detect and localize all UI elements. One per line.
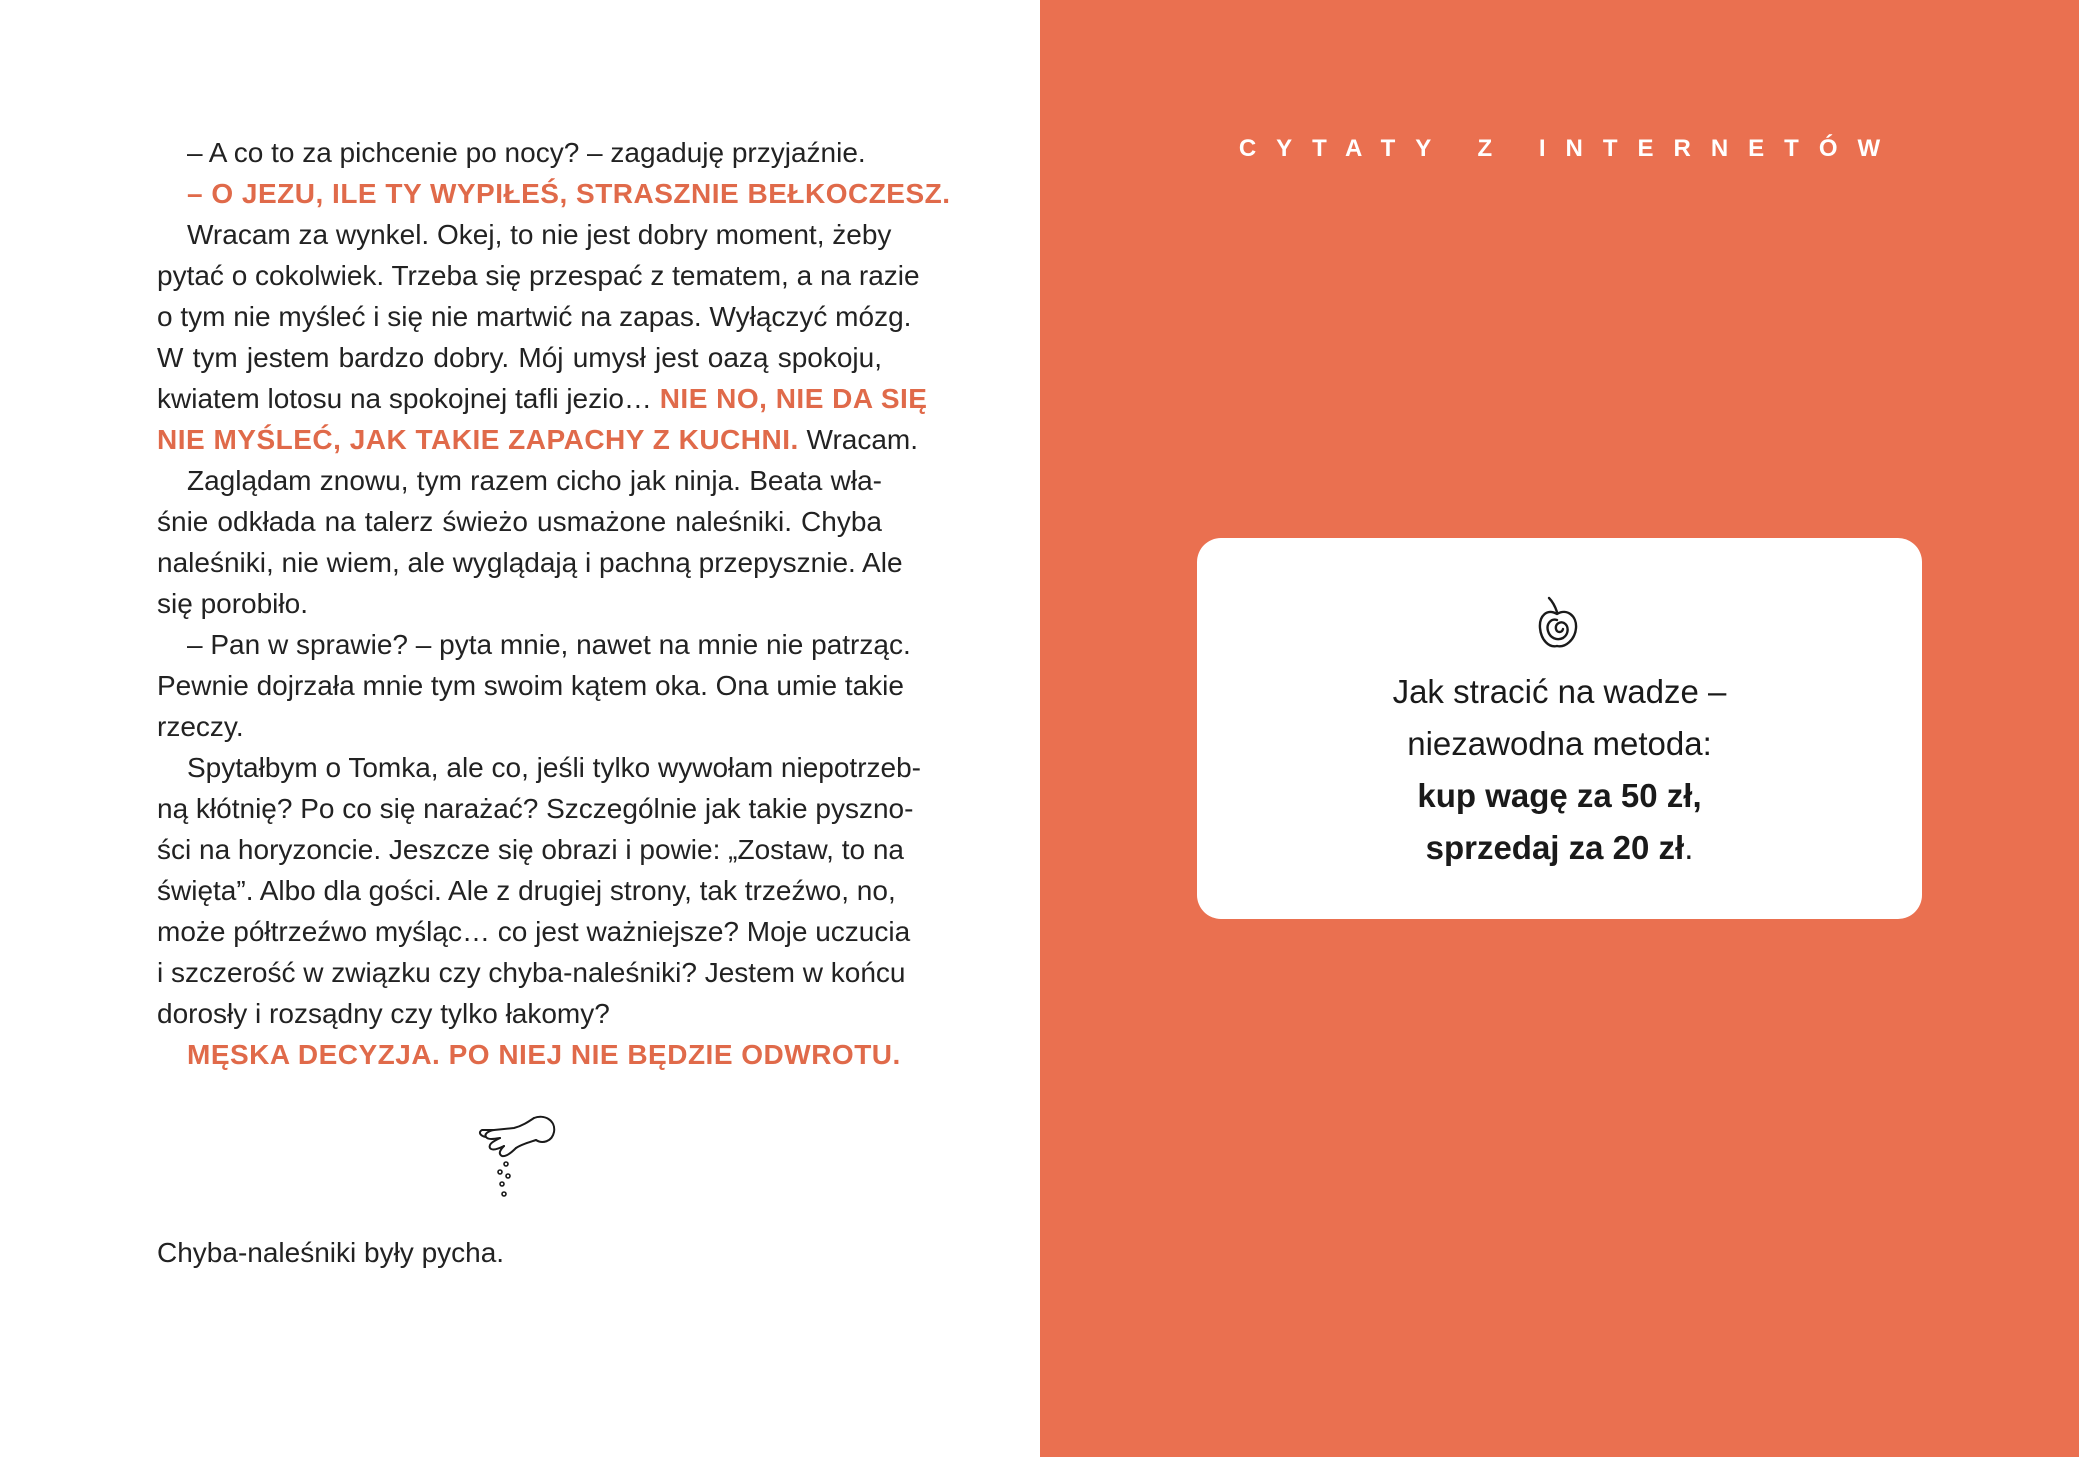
quote-punchline: kup wagę za 50 zł, xyxy=(1417,777,1702,814)
text-line: Zaglądam znowu, tym razem cicho jak ninja. Beata wła- xyxy=(187,465,882,496)
quote-text xyxy=(1197,666,1922,874)
quote-punchline-line xyxy=(1197,822,1922,874)
text-line: ną kłótnię? Po co się narażać? Szczególnie jak takie pyszno- xyxy=(157,793,914,824)
closing-line: Chyba-naleśniki były pycha. xyxy=(157,1237,505,1268)
accent-text: O JEZU, ILE TY WYPIŁEŚ, STRASZNIE BEŁKOCZESZ. xyxy=(211,178,951,209)
hand-sprinkling-icon xyxy=(474,1104,564,1204)
text-line: Pewnie dojrzała mnie tym swoim kątem oka. Ona umie takie xyxy=(157,670,904,701)
text-line: ści na horyzoncie. Jeszcze się obrazi i powie: „Zostaw, to na xyxy=(157,834,905,865)
quote-line: niezawodna metoda: xyxy=(1407,725,1712,762)
text-span: Wracam. xyxy=(798,424,919,455)
text-line xyxy=(157,1034,901,1075)
accent-text: NIE MYŚLEĆ, JAK TAKIE ZAPACHY Z KUCHNI. xyxy=(157,424,799,455)
text-line: święta”. Albo dla gości. Ale z drugiej strony, tak trzeźwo, no, xyxy=(157,875,896,906)
accent-text: NIE NO, NIE DA SIĘ xyxy=(659,383,928,414)
text-line: o tym nie myśleć i się nie martwić na zapas. Wyłączyć mózg. xyxy=(157,301,912,332)
quote-period: . xyxy=(1684,829,1694,866)
text-line: i szczerość w związku czy chyba-naleśniki? Jestem w końcu xyxy=(157,957,906,988)
text-line: się porobiło. xyxy=(157,588,308,619)
text-line: naleśniki, nie wiem, ale wyglądają i pachną przepysznie. Ale xyxy=(157,547,903,578)
apple-icon xyxy=(1535,596,1581,652)
text-line: – A co to za pichcenie po nocy? – zagaduję przyjaźnie. xyxy=(187,137,866,168)
story-text xyxy=(157,132,951,1075)
text-line: rzeczy. xyxy=(157,711,244,742)
text-line: – Pan w sprawie? – pyta mnie, nawet na mnie nie patrząc. xyxy=(187,629,911,660)
text-span: kwiatem lotosu na spokojnej tafli jezio… xyxy=(157,383,660,414)
quote-punchline: sprzedaj za 20 zł xyxy=(1425,829,1685,866)
section-title: CYTATY Z INTERNETÓW xyxy=(1238,135,1901,162)
text-line xyxy=(157,378,928,419)
text-line: W tym jestem bardzo dobry. Mój umysł jest oazą spokoju, xyxy=(157,342,882,373)
quote-card xyxy=(1197,538,1922,919)
text-line: Wracam za wynkel. Okej, to nie jest dobry moment, żeby xyxy=(187,219,892,250)
text-line: może półtrzeźwo myśląc… co jest ważniejsze? Moje uczucia xyxy=(157,916,911,947)
text-line: Spytałbym o Tomka, ale co, jeśli tylko wywołam niepotrzeb- xyxy=(187,752,922,783)
text-line xyxy=(157,419,919,460)
quote-line: Jak stracić na wadze – xyxy=(1392,673,1727,710)
text-line: dorosły i rozsądny czy tylko łakomy? xyxy=(157,998,610,1029)
text-line: śnie odkłada na talerz świeżo usmażone naleśniki. Chyba xyxy=(157,506,882,537)
text-line: pytać o cokolwiek. Trzeba się przespać z tematem, a na razie xyxy=(157,260,920,291)
right-page xyxy=(1040,0,2079,1457)
accent-text: – xyxy=(187,178,212,209)
accent-text: MĘSKA DECYZJA. PO NIEJ NIE BĘDZIE ODWROTU. xyxy=(187,1039,901,1070)
text-line xyxy=(157,173,951,214)
